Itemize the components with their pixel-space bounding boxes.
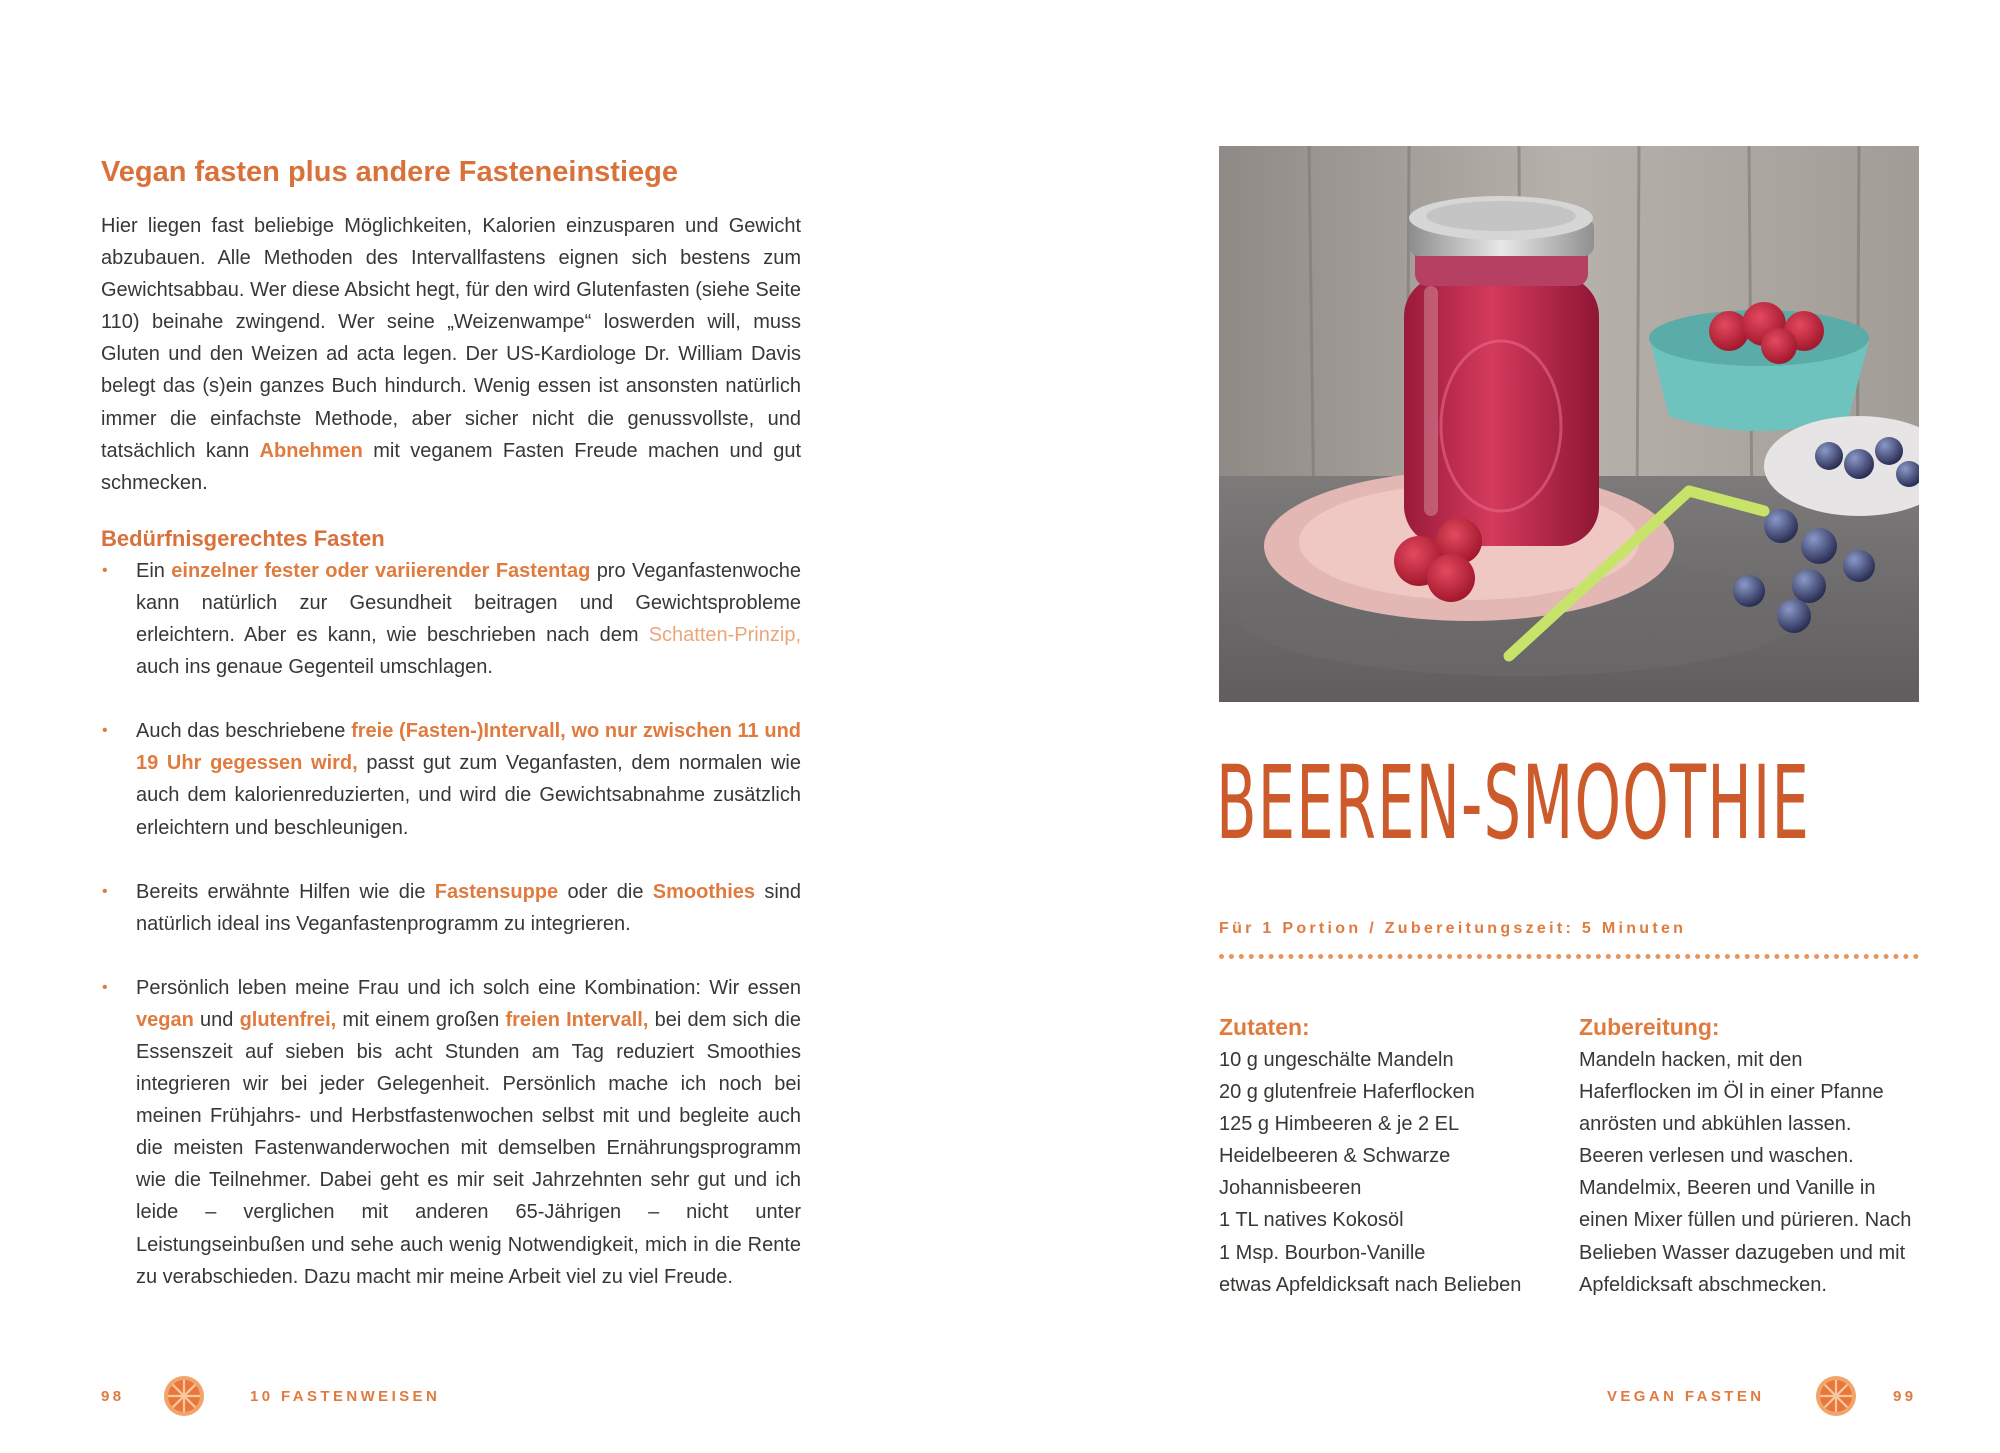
intro-text: Hier liegen fast beliebige Möglichkeiten, Kalorien einzusparen und Gewicht abzubauen. Alle Methoden des Intervallfastens eignen sich bestens zum Gewichtsabbau. Wer diese Absicht hegt, für den wird Glutenfasten (siehe Seite 110) beinahe zwingend. Wer seine „Weizenwampe“ loswerden will, muss Gluten und den Weizen ad acta legen. Der US-Kardiologe Dr. William Davis belegt das (s)ein ganzes Buch hindurch. Wenig essen ist ansonsten natürlich immer die einfachste Methode, aber sicher nicht die genussvollste, und tatsächlich kann bbox=[101, 215, 801, 462]
highlight: einzelner fester oder variierender Fastentag bbox=[171, 559, 591, 582]
ingredients-list bbox=[1219, 1044, 1559, 1301]
bullet-dot-icon: • bbox=[102, 722, 108, 740]
intro-paragraph bbox=[101, 210, 801, 499]
intro-highlight: Abnehmen bbox=[259, 439, 363, 462]
cross-reference-link[interactable]: Schatten-Prinzip, bbox=[648, 624, 801, 647]
intro-end: mit veganem Fasten Freude machen und gut schmecken. bbox=[101, 439, 802, 494]
highlight: glutenfrei, bbox=[239, 1008, 337, 1031]
orange-slice-icon bbox=[163, 1375, 205, 1417]
left-page bbox=[101, 150, 801, 1325]
running-head-right: VEGAN FASTEN bbox=[1607, 1388, 1765, 1405]
list-item: 1 Msp. Bourbon-Vanille bbox=[1219, 1241, 1426, 1264]
highlight: freie (Fasten-)Intervall, wo nur zwischen 11 und 19 Uhr gegessen wird, bbox=[136, 720, 801, 775]
preparation-heading: Zubereitung: bbox=[1579, 1014, 1720, 1040]
preparation-text: Mandeln hacken, mit den Haferflocken im Öl in einer Pfanne anrösten und abkühlen lassen. Beeren verlesen und waschen. Mandelmix, Beeren und Vanille in einen Mixer füllen und pürieren. Nach Belieben Wasser dazugeben und mit Apfeldicksaft abschmecken. bbox=[1579, 1049, 1912, 1296]
recipe-meta: Für 1 Portion / Zubereitungszeit: 5 Minuten bbox=[1219, 920, 1687, 937]
list-item: 125 g Himbeeren & je 2 EL Heidelbeeren & Schwarze Johannisbeeren bbox=[1219, 1113, 1459, 1200]
list-item: • Auch das beschriebene freie (Fasten-)Intervall, wo nur zwischen 11 und 19 Uhr gegessen wird, passt gut zum Veganfasten, dem normalen wie auch dem kalorienreduzierten, und wird die Gewichtsabnahme zusätzlich erleichtern und beschleunigen. bbox=[101, 715, 801, 843]
dotted-divider bbox=[1219, 954, 1919, 959]
page-number-left: 98 bbox=[101, 1388, 125, 1405]
berry-smoothie-photo bbox=[1219, 146, 1919, 702]
list-item: • Persönlich leben meine Frau und ich solch eine Kombination: Wir essen vegan und glutenfrei, mit einem großen freien Intervall, bei dem sich die Essenszeit auf sieben bis acht Stunden am Tag reduziert Smoothies integrieren wir bei jeder Gelegenheit. Persönlich mache ich noch bei meinen Frühjahrs- und Herbstfastenwochen selbst mit und begleite auch die meisten Fastenwanderwochen mit demselben Ernährungsprogramm wie die Teilnehmer. Dabei geht es mir seit Jahrzehnten sehr gut und ich leide – verglichen mit anderen 65-Jährigen – nicht unter Leistungseinbußen und sehe auch wenig Notwendigkeit, mich in die Rente zu verabschieden. Dazu macht mir meine Arbeit viel zu viel Freude. bbox=[101, 972, 801, 1293]
preparation-column bbox=[1579, 1010, 1919, 1301]
list-item: 10 g ungeschälte Mandeln bbox=[1219, 1049, 1454, 1071]
orange-slice-icon bbox=[1815, 1375, 1857, 1417]
bullet-dot-icon: • bbox=[102, 882, 108, 900]
highlight: Smoothies bbox=[652, 880, 756, 903]
ingredients-column bbox=[1219, 1010, 1559, 1301]
highlight: vegan bbox=[136, 1008, 194, 1031]
section-title: Vegan fasten plus andere Fasteneinstiege bbox=[101, 156, 678, 188]
highlight: Fastensuppe bbox=[434, 880, 559, 903]
running-head-left: 10 FASTENWEISEN bbox=[250, 1388, 441, 1405]
highlight: freien Intervall, bbox=[505, 1008, 649, 1031]
list-item: • Bereits erwähnte Hilfen wie die Fastensuppe oder die Smoothies sind natürlich ideal ins Veganfastenprogramm zu integrieren. bbox=[101, 876, 801, 940]
page-number-right: 99 bbox=[1893, 1388, 1917, 1405]
bullet-dot-icon: • bbox=[102, 978, 108, 996]
subsection-heading: Bedürfnisgerechtes Fasten bbox=[101, 525, 385, 551]
list-item: • Ein einzelner fester oder variierender Fastentag pro Veganfastenwoche kann natürlich zur Gesundheit beitragen und Gewichtsprobleme erleichtern. Aber es kann, wie beschrieben nach dem Schatten-Prinzip, auch ins genaue Gegenteil umschlagen. bbox=[101, 555, 801, 683]
bullet-list bbox=[101, 555, 801, 1293]
bullet-dot-icon: • bbox=[102, 561, 108, 579]
list-item: etwas Apfeldicksaft nach Belieben bbox=[1219, 1273, 1522, 1296]
recipe-title: BEEREN-SMOOTHIE bbox=[1216, 744, 1811, 863]
list-item: 20 g glutenfreie Haferflocken bbox=[1219, 1081, 1475, 1104]
ingredients-heading: Zutaten: bbox=[1219, 1014, 1310, 1040]
list-item: 1 TL natives Kokosöl bbox=[1219, 1209, 1404, 1232]
